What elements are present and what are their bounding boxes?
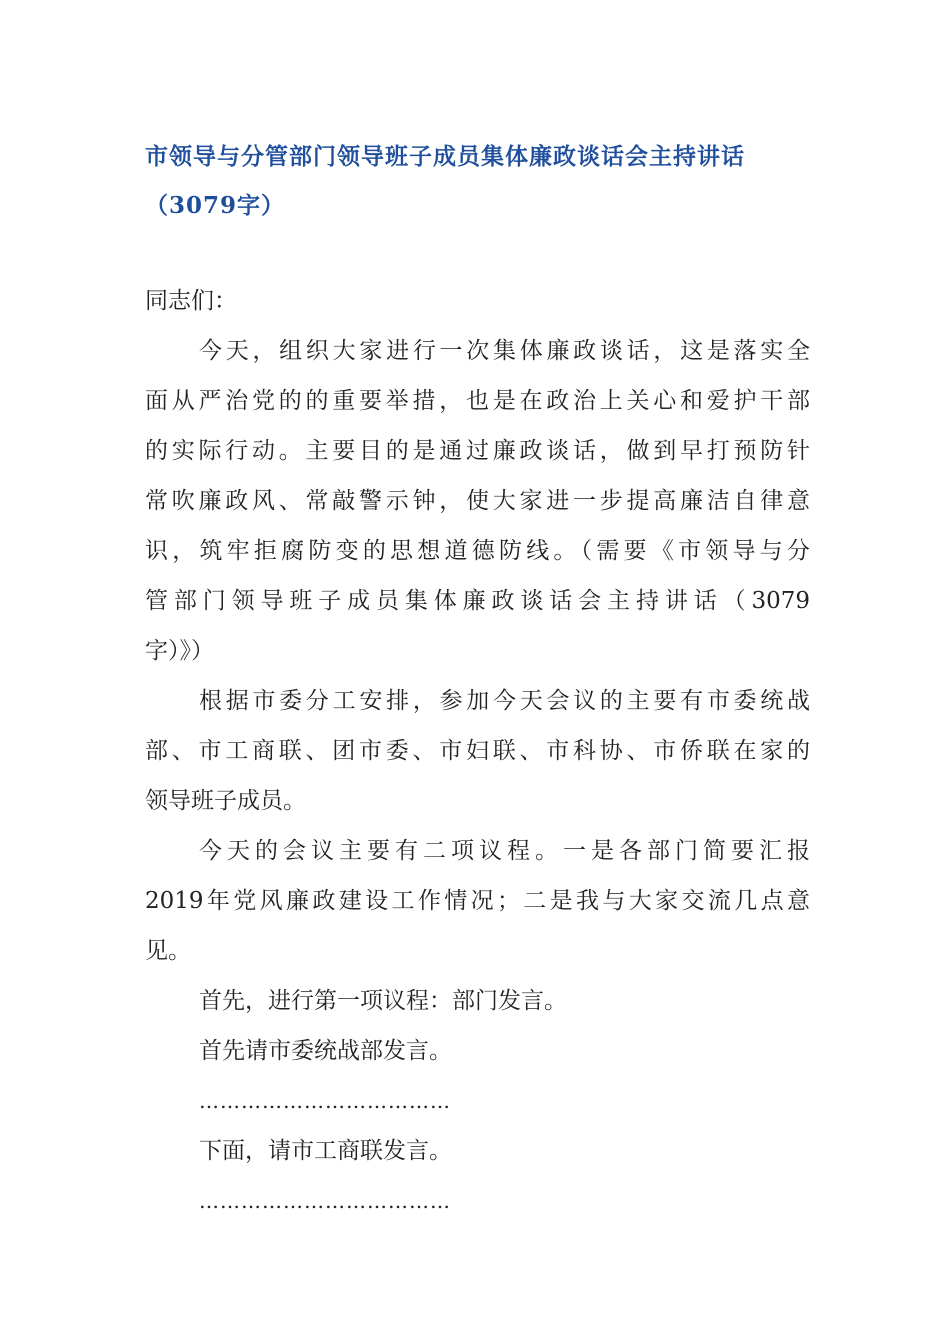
paragraph-2-line-3: 领导班子成员。	[145, 788, 306, 814]
paragraph-1-line-3: 的实际行动。主要目的是通过廉政谈话，做到早打预防针	[145, 438, 810, 464]
paragraph-2-line-1: 根据市委分工安排，参加今天会议的主要有市委统战	[199, 688, 810, 714]
paragraph-1-line-5: 识，筑牢拒腐防变的思想道德防线。（需要《市领导与分	[145, 538, 810, 564]
ellipsis-line-1: ………………………………	[199, 1089, 451, 1113]
document-title: 市领导与分管部门领导班子成员集体廉政谈话会主持讲话	[145, 143, 745, 170]
paragraph-3-line-3: 见。	[145, 938, 191, 964]
paragraph-1-line-1: 今天，组织大家进行一次集体廉政谈话，这是落实全	[199, 338, 810, 364]
paragraph-1-line-7: 字）》）	[145, 638, 214, 664]
paragraph-1-line-4: 常吹廉政风、常敲警示钟，使大家进一步提高廉洁自律意	[145, 488, 810, 514]
document-body	[145, 276, 810, 1226]
paragraph-1-line-2: 面从严治党的的重要举措，也是在政治上关心和爱护干部	[145, 388, 810, 414]
paragraph-3-line-1: 今天的会议主要有二项议程。一是各部门简要汇报	[199, 838, 810, 864]
document-title-wordcount: （3079字）	[145, 192, 286, 219]
paragraph-4: 首先，进行第一项议程：部门发言。	[199, 988, 567, 1014]
paragraph-6: 下面，请市工商联发言。	[199, 1138, 452, 1164]
paragraph-2-line-2: 部、市工商联、团市委、市妇联、市科协、市侨联在家的	[145, 738, 810, 764]
paragraph-1-line-6: 管部门领导班子成员集体廉政谈话会主持讲话（3079	[145, 588, 810, 614]
salutation: 同志们：	[145, 288, 237, 314]
ellipsis-line-2: ………………………………	[199, 1189, 451, 1213]
paragraph-3-line-2: 2019年党风廉政建设工作情况；二是我与大家交流几点意	[145, 888, 810, 914]
paragraph-5: 首先请市委统战部发言。	[199, 1038, 452, 1064]
